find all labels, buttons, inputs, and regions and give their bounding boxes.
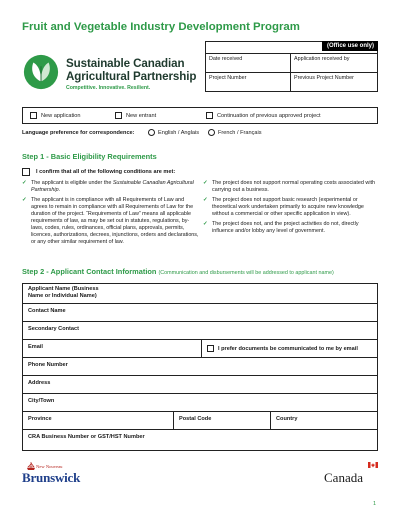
new-application-checkbox[interactable] <box>30 112 37 119</box>
contact-table <box>22 283 378 451</box>
confirm-row[interactable] <box>22 168 175 176</box>
nb-main-text: Brunswick <box>22 470 81 485</box>
confirm-checkbox[interactable] <box>22 168 30 176</box>
application-type-box <box>22 107 378 124</box>
country-field[interactable]: Country <box>270 412 377 429</box>
phone-field[interactable]: Phone Number <box>23 358 377 376</box>
email-pref-label: I prefer documents be communicated to me by email <box>218 345 358 352</box>
province-row <box>23 412 377 430</box>
new-entrant-checkbox[interactable] <box>115 112 122 119</box>
condition-item: ✓ The applicant is in compliance with all Requirements of Law and agrees to remain in compliance with all Requirements of Law for the duration of the project. “Requirements of Law” means all applicable requirements of law, as may be set out in statutes, regulations, by-laws, codes, rules, ordinances, official plans, approvals, permits, licences, authorizations, decrees, injunctions, orders and declarations, or any other similar requirement of law. <box>22 197 199 245</box>
office-use-box <box>205 41 378 92</box>
left-conditions <box>22 180 200 249</box>
confirm-label: I confirm that all of the following conditions are met: <box>36 169 176 175</box>
secondary-contact-field[interactable]: Secondary Contact <box>23 322 377 340</box>
leaf-logo-icon <box>22 53 60 91</box>
previous-project-number-field[interactable]: Previous Project Number <box>294 75 354 81</box>
condition-item: ✓ The applicant is eligible under the Sustainable Canadian Agricultural Partnership. <box>22 180 194 193</box>
postal-code-field[interactable]: Postal Code <box>173 412 270 429</box>
french-option[interactable] <box>208 129 262 136</box>
continuation-option[interactable] <box>206 112 321 119</box>
project-number-field[interactable]: Project Number <box>206 73 291 92</box>
cra-number-field[interactable]: CRA Business Number or GST/HST Number <box>28 434 145 440</box>
check-icon: ✓ <box>22 197 27 203</box>
email-row <box>23 340 377 358</box>
language-label: Language preference for correspondence: <box>22 130 135 136</box>
logo-line-1: Sustainable Canadian <box>66 57 185 70</box>
check-icon: ✓ <box>22 180 27 186</box>
language-preference <box>22 129 378 138</box>
continuation-label: Continuation of previous approved project <box>217 112 321 119</box>
step2-note: (Communication and disbursements will be addressed to applicant name) <box>158 270 334 276</box>
french-radio[interactable] <box>208 129 215 136</box>
city-field[interactable]: City/Town <box>23 394 377 412</box>
page-number: 1 <box>373 501 377 507</box>
condition-item: ✓ The project does not support basic research (experimental or theoretical work undertaken primarily to acquire new knowledge without a commercial or other specific application in view). <box>203 197 364 217</box>
logo-line-2: Agricultural Partnership <box>66 70 197 83</box>
email-pref-checkbox[interactable] <box>207 345 214 352</box>
new-application-option[interactable] <box>30 112 81 119</box>
french-label: French / Français <box>218 129 262 136</box>
continuation-checkbox[interactable] <box>206 112 213 119</box>
new-application-label: New application <box>41 112 81 119</box>
check-icon: ✓ <box>203 221 208 227</box>
new-entrant-option[interactable] <box>115 112 156 119</box>
nb-top-text: New Nouveau <box>36 464 63 469</box>
received-by-field[interactable]: Application received by <box>291 54 377 73</box>
english-label: English / Anglais <box>158 129 200 136</box>
english-radio[interactable] <box>148 129 155 136</box>
step1-title: Step 1 - Basic Eligibility Requirements <box>22 152 157 161</box>
condition-item: ✓ The project does not, and the project activities do not, directly influence and/or lobby any level of government. <box>203 221 359 234</box>
province-field[interactable]: Province <box>28 416 52 422</box>
english-option[interactable] <box>148 129 199 136</box>
form-title: Fruit and Vegetable Industry Development Program <box>22 21 300 33</box>
contact-name-field[interactable]: Contact Name <box>23 304 377 322</box>
scap-logo <box>22 53 200 95</box>
address-field[interactable]: Address <box>23 376 377 394</box>
condition-item: ✓ The project does not support normal operating costs associated with carrying out a business. <box>203 180 376 193</box>
new-brunswick-logo <box>22 462 86 486</box>
office-use-heading: (Office use only) <box>322 41 378 51</box>
email-field[interactable]: Email <box>28 344 43 350</box>
new-entrant-label: New entrant <box>126 112 157 119</box>
right-conditions <box>203 180 378 238</box>
canada-wordmark: Canada <box>324 470 363 485</box>
step2-title: Step 2 - Applicant Contact Information (Communication and disbursements will be addressed to applicant name) <box>22 267 334 276</box>
canada-flag-icon <box>368 462 378 468</box>
logo-tagline: Competitive. Innovative. Resilient. <box>66 85 151 91</box>
check-icon: ✓ <box>203 180 208 186</box>
email-pref-option[interactable] <box>201 340 377 357</box>
applicant-name-field[interactable]: Applicant Name (Business Name or Individual Name) <box>23 284 377 304</box>
check-icon: ✓ <box>203 197 208 203</box>
date-received-field[interactable]: Date received <box>206 54 291 73</box>
